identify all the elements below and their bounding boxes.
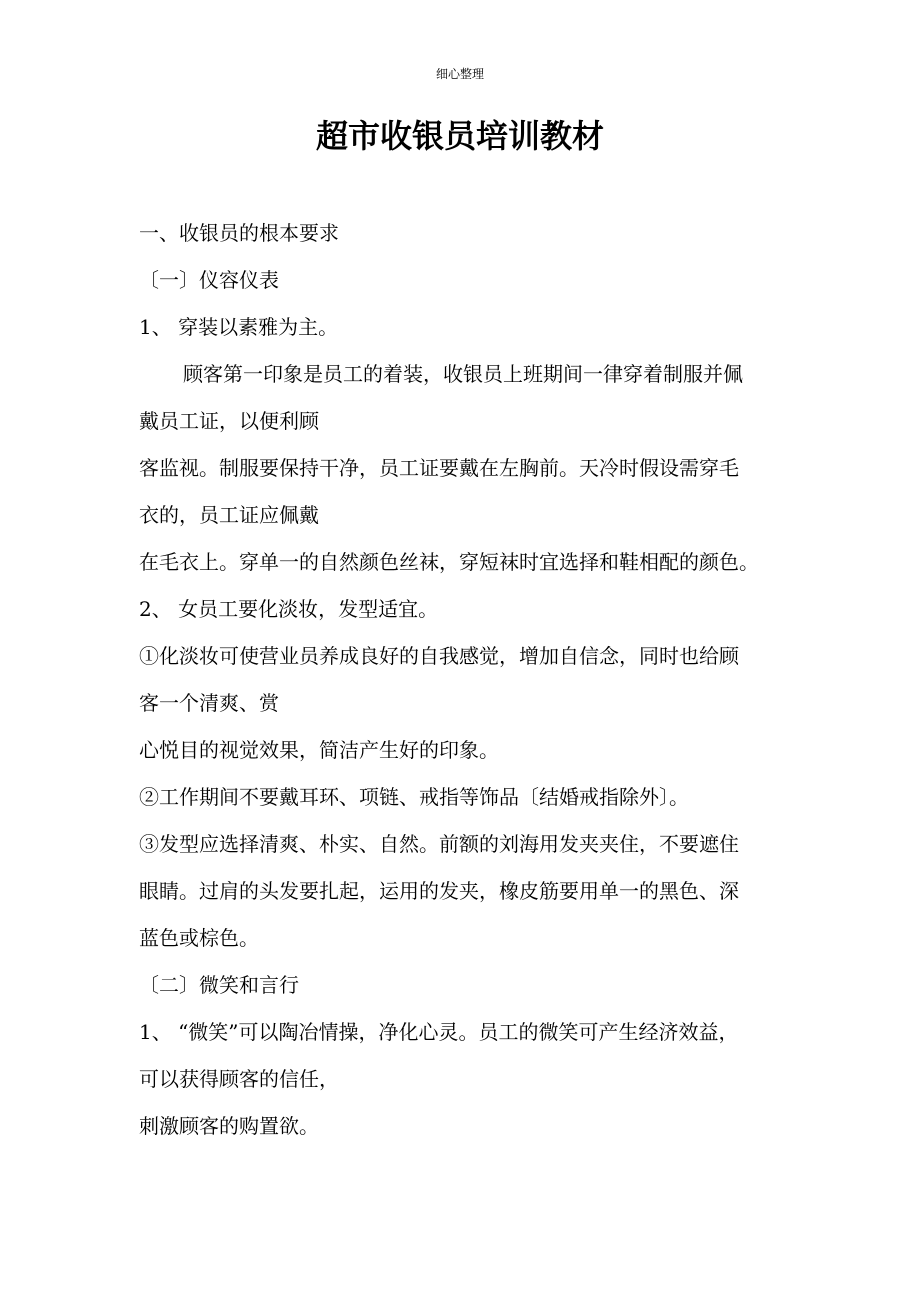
paragraph-line: 眼睛。过肩的头发要扎起，运用的发夹，橡皮筋要用单一的黑色、深 — [139, 879, 739, 903]
paragraph-line: 戴员工证，以便利顾 — [139, 409, 319, 433]
paragraph-line: 刺激顾客的购置欲。 — [139, 1114, 319, 1138]
document-title: 超市收银员培训教材 — [315, 117, 604, 155]
paragraph-line: 顾客第一印象是员工的着装，收银员上班期间一律穿着制服并佩 — [183, 362, 743, 386]
paragraph-line: 心悦目的视觉效果，简洁产生好的印象。 — [139, 738, 499, 762]
paragraph-line: 蓝色或棕色。 — [139, 926, 259, 950]
paragraph-line: 客一个清爽、赏 — [139, 691, 279, 715]
list-item: ①化淡妆可使营业员养成良好的自我感觉，增加自信念，同时也给顾 — [139, 644, 739, 668]
list-item: ②工作期间不要戴耳环、项链、戒指等饰品〔结婚戒指除外〕。 — [139, 785, 689, 809]
header-note: 细心整理 — [435, 67, 484, 81]
numbered-item: 2、 女员工要化淡妆，发型适宜。 — [139, 597, 439, 621]
numbered-item: 1、 “微笑”可以陶冶情操，净化心灵。员工的微笑可产生经济效益， — [139, 1020, 739, 1044]
list-item: ③发型应选择清爽、朴实、自然。前额的刘海用发夹夹住，不要遮住 — [139, 832, 739, 856]
paragraph-line: 客监视。制服要保持干净，员工证要戴在左胸前。天冷时假设需穿毛 — [139, 456, 739, 480]
paragraph-line: 可以获得顾客的信任， — [139, 1067, 339, 1091]
subsection-heading: 〔二〕微笑和言行 — [139, 973, 299, 997]
document-body — [139, 210, 789, 1150]
numbered-item: 1、 穿装以素雅为主。 — [139, 315, 339, 339]
section-heading: 一、收银员的根本要求 — [139, 221, 339, 245]
paragraph-line: 衣的，员工证应佩戴 — [139, 503, 319, 527]
paragraph-line: 在毛衣上。穿单一的自然颜色丝袜，穿短袜时宜选择和鞋相配的颜色。 — [139, 550, 759, 574]
subsection-heading: 〔一〕仪容仪表 — [139, 268, 279, 292]
